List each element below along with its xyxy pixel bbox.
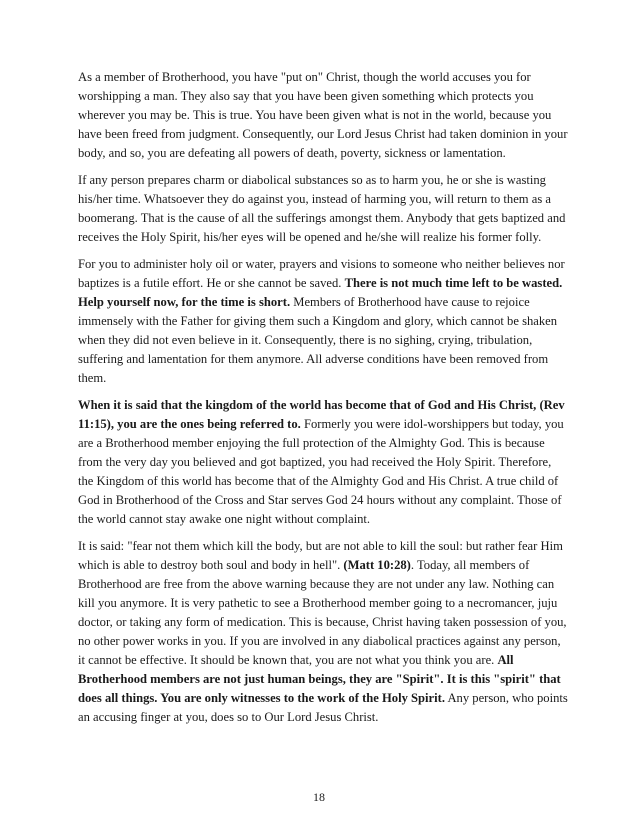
paragraph-3-text-a: For you to administer holy oil or water, prayers and visions to someone who neither believes nor baptizes is a futile effort. He or she cannot be saved. [78,257,565,290]
paragraph-2-text: If any person prepares charm or diabolical substances so as to harm you, he or she is wasting his/her time. Whatsoever they do against you, instead of harming you, will return to them as a boomerang. That is the cause of all the sufferings amongst them. Anybody that gets baptized and receives the Holy Spirit, his/her eyes will be opened and he/she will realize his former folly. [78,173,566,244]
paragraph-1 [78,68,568,163]
paragraph-5-bold-text: All Brotherhood members are not just human beings, they are "Spirit". It is this "spirit" that does all things. You are only witnesses to the work of the Holy Spirit. [78,653,561,705]
paragraph-5-citation: (Matt 10:28) [343,558,411,572]
paragraph-1-text: As a member of Brotherhood, you have "put on" Christ, though the world accuses you for worshipping a man. They also say that you have been given something which protects you wherever you may be. This is true. You have been given what is not in the world, because you have been freed from judgment. Consequently, our Lord Jesus Christ had taken dominion in your body, and so, you are defeating all powers of death, poverty, sickness or lamentation. [78,70,568,160]
paragraph-2 [78,171,568,247]
paragraph-5-text-a: It is said: "fear not them which kill the body, but are not able to kill the soul: but rather fear Him which is able to destroy both soul and body in hell". [78,539,563,572]
paragraph-5-text-c: Any person, who points an accusing finger at you, does so to Our Lord Jesus Christ. [78,691,568,724]
paragraph-4-bold-text: When it is said that the kingdom of the world has become that of God and His Christ, (Rev 11:15), you are the ones being referred to. [78,398,565,431]
page-number: 18 [313,790,325,804]
paragraph-3 [78,255,568,388]
paragraph-5-text-b: . Today, all members of Brotherhood are free from the above warning because they are not under any law. Nothing can kill you anymore. It is very pathetic to see a Brotherhood member going to a necromancer, juju doctor, or taking any form of medication. This is because, Christ having taken possession of you, no other power works in you. If you are involved in any diabolical practices against any person, it cannot be effective. It should be known that, you are not what you think you are. [78,558,567,667]
body-text [78,68,568,735]
paragraph-4 [78,396,568,529]
paragraph-4-text: Formerly you were idol-worshippers but today, you are a Brotherhood member enjoying the full protection of the Almighty God. This is because from the very day you believed and got baptized, you had received the Holy Spirit. Therefore, the Kingdom of this world has become that of the Almighty God and His Christ. A true child of God in Brotherhood of the Cross and Star serves God 24 hours without any complaint. Those of the world cannot stay awake one night without complaint. [78,417,564,526]
paragraph-5 [78,537,568,727]
paragraph-3-text-b: Members of Brotherhood have cause to rejoice immensely with the Father for giving them such a Kingdom and glory, which cannot be shaken when they did not even believe in it. Consequently, there is no sighing, crying, tribulation, suffering and lamentation for them anymore. All adverse conditions have been removed from them. [78,295,558,385]
paragraph-3-bold-text: There is not much time left to be wasted. Help yourself now, for the time is short. [78,276,563,309]
